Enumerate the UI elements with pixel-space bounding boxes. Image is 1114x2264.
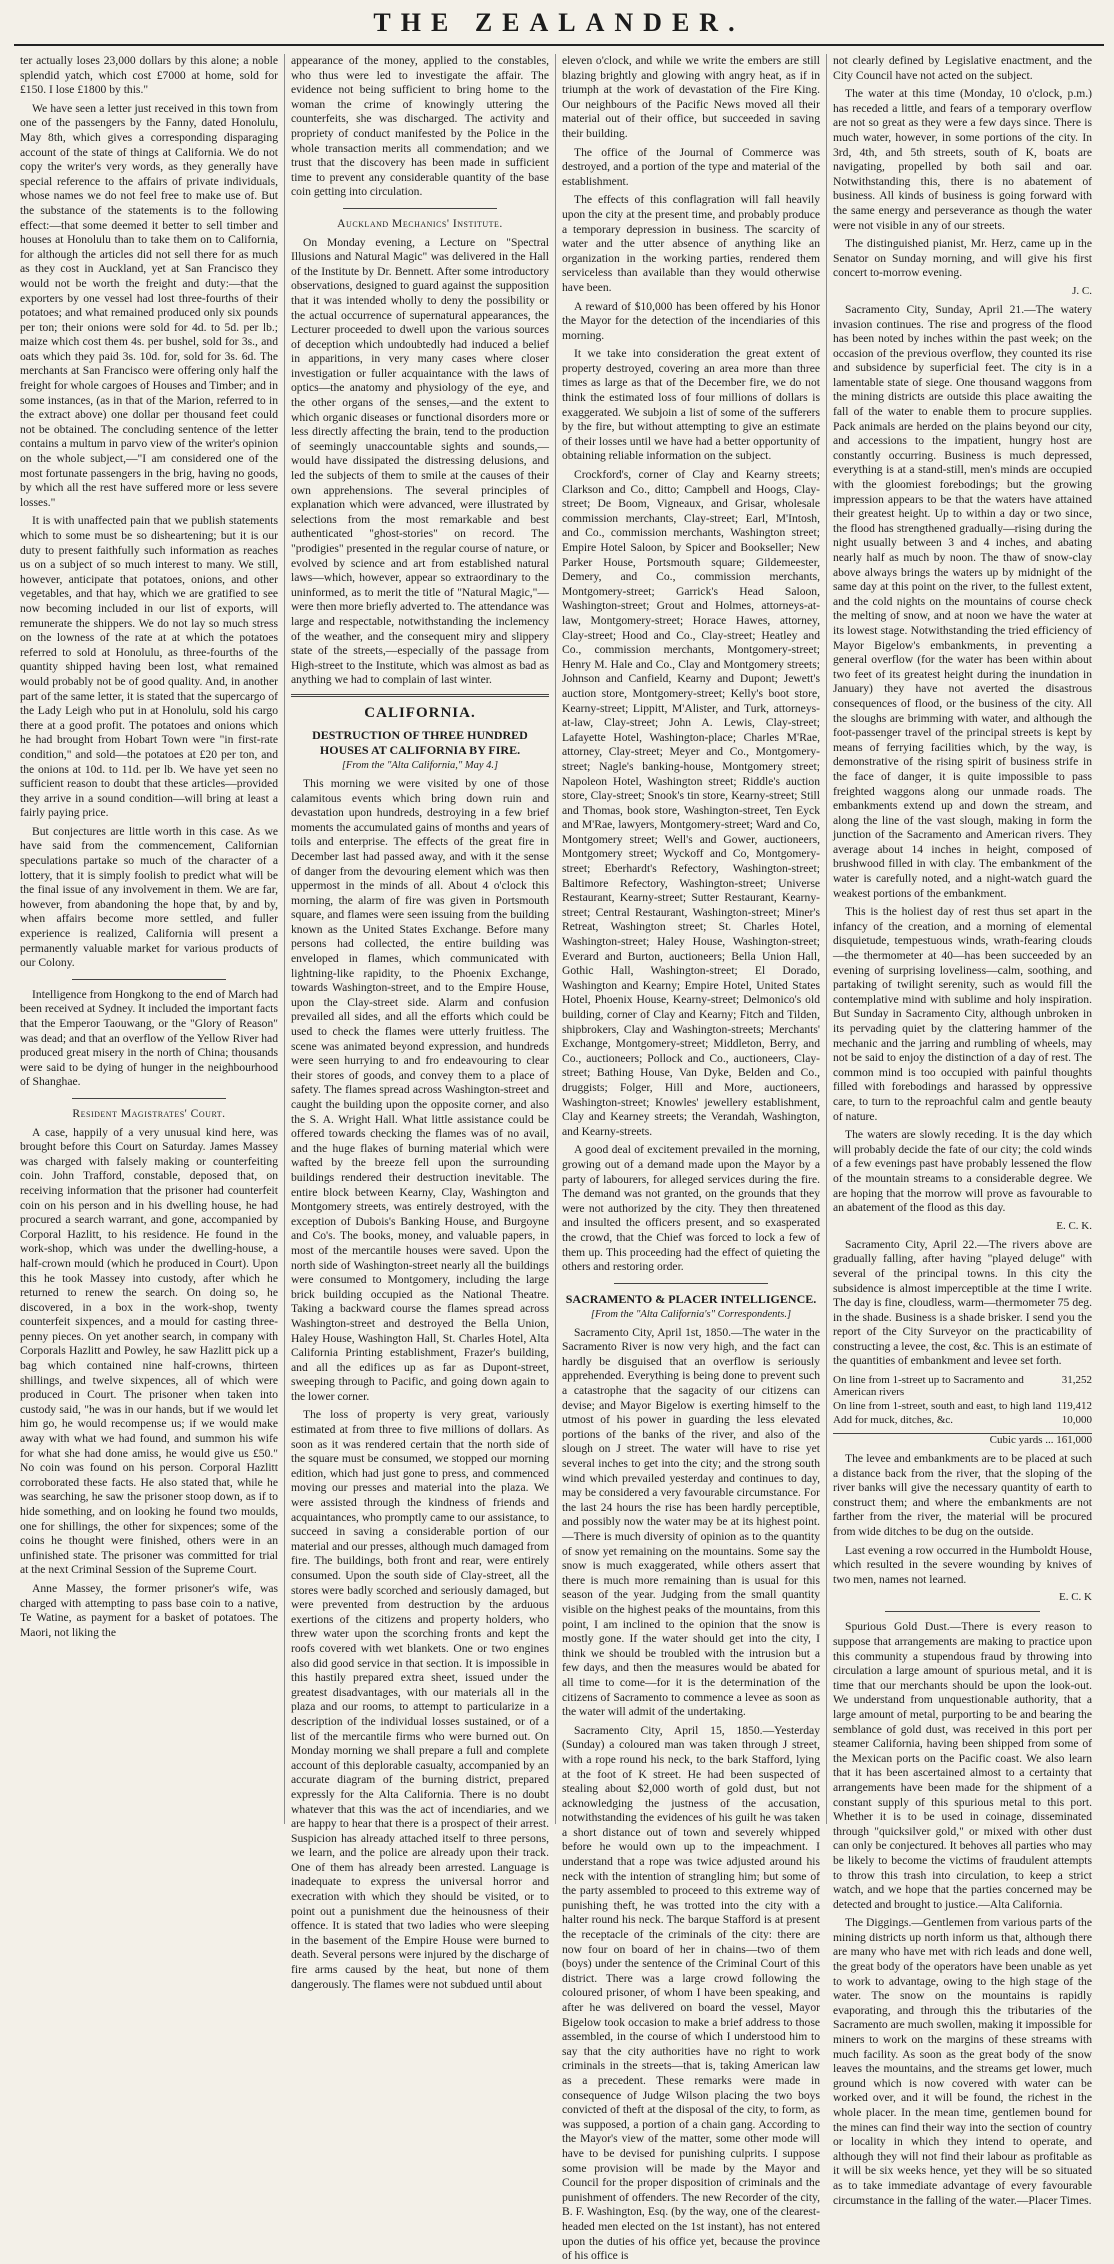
table-cell-value: 119,412 bbox=[1056, 1400, 1092, 1413]
column-1 bbox=[14, 54, 285, 1824]
article-paragraph: not clearly defined by Legislative enactment, and the City Council have not acted on the subject. bbox=[833, 54, 1092, 82]
divider bbox=[291, 694, 549, 697]
signature: J. C. bbox=[1072, 284, 1092, 297]
article-paragraph: Crockford's, corner of Clay and Kearny streets; Clarkson and Co., ditto; Campbell and Hoogs, Clay-street; De Boom, Vigneaux, and Grisar, wholesale commission merchants, Clay-street; Earl, M'Intosh, and Co., commission merchants, Washington street; Empire Hotel Saloon, by Spicer and Bookseller; New Parker House, Portsmouth square; Gildemeester, Demery, and Co., commission merchants, Montgomery-street; Garrick's Head Saloon, Washington-street; Grout and Holmes, attorneys-at-law, Montgomery-street; Horace Hawes, attorney, Clay-street; Hood and Co., Clay-street; Heatley and Co., commission merchants, Montgomery-street; Henry M. Hale and Co., Clay and Montgomery streets; Johnson and Canfield, Kearny and Dupont; Jewett's auction store, Montgomery-street; Kelly's boot store, Kearny-street; Lippitt, M'Alister, and Turk, attorneys-at-law, Clay-street; John A. Lewis, Clay-street; Lafayette Hotel, Washington-place; Charles M'Rae, attorney, Clay-street; Meyer and Co., Montgomery-street; Nagle's banking-house, Montgomery street; Napoleon Hotel, Washington street; Riddle's auction store, Clay-street; Snook's tin store, Kearny-street; Still and Thomas, book store, Washington-street, Ten Eyck and M'Rae, lawyers, Montgomery-street; Ward and Co, Montgomery street; Well's and Gower, auctioneers, Montgomery street; Wyckoff and Co, Montgomery-street; Eberhardt's Refectory, Washington-street; Baltimore Refectory, Washington-street; Universe Restaurant, Kearny-street; Sutter Restaurant, Kearny-street; Central Restaurant, Washington-street; Miner's Retreat, Washington street; St. Charles Hotel, Washington-street; Haley House, Washington-street; Everard and Burton, auctioneers; Bella Union Hall, Gothic Hall, Washington-street; El Dorado, Washington and Kearny; Empire Hotel, United States Hotel, Phoenix House, Kearny-street; Delmonico's old building, corner of Clay and Kearny; Fitch and Tilden, shipbrokers, Clay and Washington-streets; Merchants' Exchange, Montgomery-street; Middleton, Berry, and Co., auctioneers; Pollock and Co., auctioneers, Clay-street; Bathing House, Van Dyke, Belden and Co., druggists; Folger, Hill and More, auctioneers, Washington-street; Knowles' jewellery establishment, Clay and Kearney streets; the Verandah, Washington, and Kearny-streets. bbox=[562, 468, 820, 1138]
divider bbox=[343, 208, 498, 209]
table-total: Cubic yards ... 161,000 bbox=[833, 1433, 1092, 1446]
article-source: [From the "Alta California," May 4.] bbox=[341, 759, 499, 771]
section-heading-court: Resident Magistrates' Court. bbox=[72, 1106, 226, 1120]
article-paragraph: We have seen a letter just received in this town from one of the passengers by the Fanny, dated Honolulu, May 8th, which gives a corresponding disparaging account of the state of things at California. We do not copy the writer's very words, as they generally have special reference to the affairs of private individuals, whose names we do not feel free to make use of. But the substance of the statements is to the following effect:—that some deemed it better to sell timber and houses at Honolulu than to take them on to California, for although the articles did not sell there for as much as they cost in Auckland, yet at San Francisco they would not be worth the freight and duty:—that the exporters by one vessel had lost three-fourths of their potatoes; and what remained produced only six pounds per ton; their onions were sold for 4d. to 5d. per lb.; maize which cost them 4s. per bushel, sold for 3s., and oats which they paid 3s. 10d. for, sold for 3s. 6d. The merchants at San Francisco were offering only half the freight for whole cargoes of Houses and Timber; and in some instances, (as in that of the Marion, referred to in the extract above) one dollar per thousand feet could not be obtained. The concluding sentence of the letter contains a multum in parvo view of the writer's opinion on the whole subject,—"I am considered one of the most fortunate passengers in the brig, having no goods, by which all the rest have suffered more or less severe losses." bbox=[20, 101, 278, 509]
table-cell-label: Add for muck, ditches, &c. bbox=[833, 1414, 954, 1427]
article-paragraph: eleven o'clock, and while we write the embers are still blazing brightly and glowing with angry heat, as if in triumph at the work of devastation of the Fire King. Our neighbours of the Pacific News moved all their material out of their office, but succeeded in saving their building. bbox=[562, 54, 820, 140]
article-paragraph: This morning we were visited by one of those calamitous events which bring down ruin and devastation upon hundreds, destroying in a few brief moments the accumulated gains of months and years of toils and enterprise. The effects of the great fire in December last had passed away, and with it the sense of danger from the devouring element which was then uppermost in the minds of all. About 4 o'clock this morning, the alarm of fire was given in Portsmouth square, and flames were seen issuing from the building known as the United States Exchange. Before many persons had collected, the entire building was enveloped in flames, which communicated with lightning-like rapidity, to the Phoenix Exchange, towards Washington-street, and to the Empire House, upon the Clay-street side. Alarm and confusion prevailed all sides, and all the efforts which could be used to check the flames were utterly fruitless. The scene was animated beyond expression, and hundreds were seen hurrying to and fro endeavouring to clear their stores of goods, and convey them to a place of safety. The flames spread across Washington-street and caught the building upon the opposite corner, and also the S. A. Wright Hall. What little assistance could be offered towards checking the flames was of no avail, and the huge flakes of burning material which were wafted by the breeze fell upon the surrounding buildings rendered their destruction inevitable. The entire block between Kearny, Clay, Washington and Montgomery streets, was entirely destroyed, with the exception of Dubois's Banking House, and Burgoyne and Co's. The books, money, and valuable papers, in most of the mercantile houses were saved. Upon the north side of Washington-street nearly all the buildings were consumed to Montgomery, including the large brick building occupied as the National Theatre. Taking a backward course the flames spread across Washington-street and destroyed the Bella Union, Haley House, Washington Hall, St. Charles Hotel, Alta California Printing establishment, Frazer's building, and all the edifices up as far as Dupont-street, sweeping through to Pacific, and going down again to the lower corner. bbox=[291, 776, 549, 1403]
article-paragraph: This is the holiest day of rest thus set apart in the infancy of the creation, and a morning of elemental disquietude, tempestuous winds, wrath-fearing clouds—the thermometer at 40—has been succeeded by an evening of surprising loveliness—calm, soothing, and partaking of twilight serenity, such as would fill the contemplative mind with sublime and holy inspiration. But Sunday in Sacramento City, although unbroken in its pervading quiet by the clattering hammer of the mechanic and the jarring and rumbling of wheels, may not be said to enjoy the distinction of a day of rest. The common mind is too occupied with painful thoughts filled with forebodings and harassed by oppressive care, to turn to the reproachful calm and gentle beauty of nature. bbox=[833, 905, 1092, 1123]
divider bbox=[72, 1098, 227, 1099]
article-paragraph: The waters are slowly receding. It is the day which will probably decide the fate of our city; the cold winds of a few evenings past have probably lessened the flow of the mountain streams to a considerable degree. We are hoping that the morrow will prove as favourable to an abatement of the flood as this day. bbox=[833, 1128, 1092, 1215]
article-paragraph: It is with unaffected pain that we publish statements which to some must be so disheartening; but it is our duty to present faithfully such information as reaches us on a subject of so much interest to many. We still, however, anticipate that potatoes, onions, and other vegetables, and that hay, which we are gratified to see now becoming included in our list of exports, will remunerate the shippers. We do not lay so much stress on the lowness of the rate at at which the potatoes referred to sold at Honolulu, as three-fourths of the quantity shipped having been lost, what remained would probably not be of good quality. And, in another part of the same letter, it is stated that the supercargo of the Lady Leigh who put in at Honolulu, sold his cargo there at a good profit. The potatoes and onions which he had brought from Hobart Town were "in first-rate condition," and sold—the potatoes at £20 per ton, and the onions at 10d. to 11d. per lb. We have yet seen no sufficient reason to doubt that these articles—provided they arrive in a sound condition—will bring at least a fairly paying price. bbox=[20, 514, 278, 820]
article-headline-fire: DESTRUCTION OF THREE HUNDRED HOUSES AT CALIFORNIA BY FIRE. bbox=[312, 727, 528, 757]
table-row bbox=[833, 1399, 1092, 1413]
article-source: [From the "Alta California's" Correspondents.] bbox=[590, 1308, 792, 1320]
article-paragraph: Sacramento City, April 22.—The rivers above are gradually falling, after having "played deluge" with several of the principal towns. In this city the subsidence is almost imperceptible at the time I write. The day is fine, cloudless, warm—thermometer 75 deg. in the shade. Business is a shade brisker. I send you the report of the City Surveyor on the practicability of constructing a levee, the cost, &c. This is an estimate of the quantities of embankment and levee set forth. bbox=[833, 1237, 1092, 1368]
article-paragraph: The Diggings.—Gentlemen from various parts of the mining districts up north inform us that, although there are many who have met with rich leads and done well, the great body of the operators have been unable as yet to work to advantage, owing to the high stage of the water. The snow on the mountains is rapidly evaporating, and through this the tributaries of the Sacramento are much swollen, making it impossible for miners to work on the margins of these streams with much facility. As soon as the great body of the snow leaves the mountains, and the streams get lower, much ground which is now covered with water can be worked over, and it will be found, the richest in the whole placer. In the mean time, gentlemen bound for the mines can find their way into the section of country or locality in which they intend to operate, and although they will not find their labour as profitable as it will be six weeks hence, yet they will be so situated as to take immediate advantage of every favourable circumstance in the falling of the water.—Placer Times. bbox=[833, 1916, 1092, 2207]
masthead: THE ZEALANDER. bbox=[14, 8, 1104, 46]
article-paragraph: The office of the Journal of Commerce was destroyed, and a portion of the type and material of the establishment. bbox=[562, 145, 820, 188]
article-paragraph: Intelligence from Hongkong to the end of March had been received at Sydney. It included the important facts that the Emperor Taouwang, or the "Glory of Reason" was dead; and that an overflow of the Yellow River had produced great misery in the north of China; thousands were said to be dying of hunger in the neighbourhood of Shanghae. bbox=[20, 987, 278, 1089]
article-paragraph: But conjectures are little worth in this case. As we have said from the commencement, Californian speculations partake so much of the character of a lottery, that it is simply foolish to predict what will be the final issue of any involvement in them. We are far, however, from abandoning the hope that, by and by, when affairs become more settled, and fuller experience is realized, California will present a permanently valuable market for various products of our Colony. bbox=[20, 824, 278, 970]
signature: E. C. K. bbox=[1056, 1219, 1092, 1232]
article-paragraph: Sacramento City, April 15, 1850.—Yesterday (Sunday) a coloured man was taken through J street, with a rope round his neck, to the bark Stafford, lying at the foot of K street. He had been suspected of stealing about $2,000 worth of gold dust, but not acknowledging the justness of the accusation, notwithstanding the evidences of his guilt he was taken a short distance out of town and severely whipped before he would own up to the impeachment. I understand that a rope was twice adjusted around his neck with the intention of strangling him; but some of the party assembled to proceed to this extreme way of punishing theft, he was trotted into the city with a halter round his neck. The barque Stafford is at present the receptacle of the criminals of the city: there are now four on board of her in chains—two of them (boys) under the sentence of the Criminal Court of this district. There was a large crowd following the coloured prisoner, of whom I have been speaking, and after he was delivered on board the vessel, Mayor Bigelow took occasion to make a brief address to those assembled, in the course of which I understood him to say that the city authorities have no right to work criminals in the streets—that is, taking American law as a precedent. These remarks were made in consequence of Judge Wilson placing the two boys convicted of theft at the disposal of the city, to form, as was supposed, a portion of a chain gang. According to the Mayor's view of the matter, some other mode will have to be devised for punishing culprits. I suppose some provision will be made by the Mayor and Council for the proper disposition of criminals and the punishment of offenders. The new Recorder of the city, B. F. Washington, Esq. (by the way, one of the clearest-headed men elected on the 1st instant), has not entered upon the duties of his office yet, because the province of his office is bbox=[562, 1723, 820, 2263]
article-paragraph: On Monday evening, a Lecture on "Spectral Illusions and Natural Magic" was delivered in the Hall of the Institute by Dr. Bennett. After some introductory observations, designed to guard against the supposition that it was intended wholly to deny the possibility or the actual occurrence of supernatural appearances, the Lecturer proceeded to dwell upon the various sources of deception which undoubtedly had induced a belief in apparitions, in very many cases where closer investigation or fuller acquaintance with the laws of optics—the anatomy and physiology of the eye, and the other organs of the senses,—and the extent to which organic diseases or functional disorders more or less directly affecting the brain, tend to the production of seemingly unaccountable sights and sounds,—would have dissipated the distressing delusions, and led the subjects of them to smile at the causes of their own apprehensions. The several principles of explanation which were advanced, were illustrated by selections from the most remarkable and best authenticated "ghost-stories" on record. The "prodigies" presented in the regular course of nature, or evolved by science and art from established natural laws—which, however, appear so extraordinary to the uninformed, as to merit the title of "Natural Magic,"—were then more briefly adverted to. The attendance was large and respectable, notwithstanding the inclemency of the weather, and the consequent miry and slippery state of the streets,—especially of the passage from High-street to the Institute, which was almost as bad as anything we had to complain of last winter. bbox=[291, 235, 549, 687]
article-paragraph: A reward of $10,000 has been offered by his Honor the Mayor for the detection of the incendiaries of this morning. bbox=[562, 299, 820, 342]
table-cell-label: On line from 1-street, south and east, to high land bbox=[833, 1400, 1052, 1413]
divider bbox=[885, 1611, 1040, 1612]
column-4 bbox=[827, 54, 1098, 2207]
article-paragraph: Anne Massey, the former prisoner's wife, was charged with attempting to pass base coin to a native, Te Watine, as payment for a basket of potatoes. The Maori, not liking the bbox=[20, 1581, 278, 1639]
article-paragraph: appearance of the money, applied to the constables, who thus were led to investigate the affair. The evidence not being sufficient to bring home to the woman the crime of knowingly uttering the counterfeits, she was discharged. The activity and propriety of conduct manifested by the Police in the whole transaction merits all commendation; and we trust that the discovery has been made in sufficient time to prevent any considerable quantity of the base coin getting into circulation. bbox=[291, 54, 549, 199]
table-cell-value: 10,000 bbox=[1061, 1414, 1092, 1427]
article-paragraph: A case, happily of a very unusual kind here, was brought before this Court on Saturday. James Massey was charged with falsely making or counterfeiting coin. John Trafford, constable, deposed that, on receiving information that the prisoner had counterfeit coin on his person and in his dwelling house, he had procured a search warrant, and gone, accompanied by Corporal Hazlitt, to his residence. He found in the work-shop, which was under the dwelling-house, a half-crown mould (which he produced in Court). Upon this he took Massey into custody, after which he returned to renew the search. On doing so, he discovered, in a box in the work-shop, twenty counterfeit sixpences, and a mould for casting three-penny pieces. On yet another search, in company with Corporals Hazlitt and Powley, he saw Hazlitt pick up a bag which contained nine half-crowns, thirteen shillings, and twelve sixpences, all of which were produced in Court. The prisoner when taken into custody said, "he was in our hands, but if we would let him go, he would recompense us; if we would make away with what we had found, and summon his wife for what she had done amiss, he would give us £50." No coin was found on his person. Corporal Hazlitt corroborated these facts. He also stated that, while he was searching, he saw the prisoner stoop down, as if to hide something, and on looking he found two moulds, one for shillings, the other for sixpences; some of the coins he thought were finished, others were in an unfinished state. The prisoner was committed for trial at the next Criminal Session of the Supreme Court. bbox=[20, 1125, 278, 1577]
columns bbox=[14, 54, 1104, 2263]
article-paragraph: The distinguished pianist, Mr. Herz, came up in the Senator on Sunday morning, and will give his first concert to-morrow evening. bbox=[833, 237, 1092, 280]
column-3 bbox=[556, 54, 827, 2263]
divider bbox=[72, 979, 227, 980]
signature: E. C. K bbox=[1059, 1591, 1092, 1604]
section-heading-california: CALIFORNIA. bbox=[364, 704, 476, 721]
section-heading-mechanics: Auckland Mechanics' Institute. bbox=[337, 216, 503, 230]
table-cell-label: On line from 1-street up to Sacramento and American rivers bbox=[833, 1374, 1024, 1399]
article-paragraph: The loss of property is very great, variously estimated at from three to five millions of dollars. As soon as it was rendered certain that the north side of the square must be consumed, we stopped our morning edition, which had just gone to press, and commenced moving our presses and material into the plaza. We were assisted through the kindness of friends and acquaintances, who promptly came to our assistance, to succeed in saving a considerable portion of our material and our presses, although much damaged from fire. The buildings, both front and rear, were entirely consumed. Upon the south side of Clay-street, all the stores were badly scorched and seriously damaged, but were prevented from destruction by the arduous exertions of the citizens and property holders, who threw water upon the scorching fronts and kept the roofs covered with wet blankets. One or two engines also did good service in that section. It is impossible in this hastily prepared extra sheet, issued under the greatest disadvantages, with our materials all in the plaza and our rooms, to attempt to particularize in a description of the individual losses sustained, or of a list of the mercantile firms who were burned out. On Monday morning we shall prepare a full and complete account of this deplorable casualty, accompanied by an accurate diagram of the burning district, prepared expressly for the Alta California. There is no doubt whatever that this was the act of incendiaries, and we are happy to hear that there is a prospect of their arrest. Suspicion has already attached itself to three persons, we learn, and the police are already upon their track. One of them has already been arrested. Language is inadequate to express the universal horror and execration with which they should be visited, or to point out a punishment due the heinousness of their offence. It is stated that two ladies who were sleeping in the basement of the Empire House were burned to death. Several persons were injured by the discharge of fire arms caused by the heat, but none of them dangerously. The flames were not subdued until about bbox=[291, 1408, 549, 1991]
article-paragraph: Sacramento City, April 1st, 1850.—The water in the Sacramento River is now very high, and the fact can hardly be disguised that an overflow is seriously apprehended. Everything is being done to prevent such a catastrophe that the sagacity of our citizens can devise; and Mayor Bigelow is exerting himself to the utmost of his power in guarding the less elevated portions of the banks of the river, and also of the slough on J street. The water will have to rise yet several inches to get into the city; and the strong south wind which prevailed yesterday and continues to day, may be considered a very favourable circumstance. For the last 24 hours the rise has been hardly perceptible, and possibly now the water may be at its highest point.—There is much diversity of opinion as to the quantity of snow yet remaining on the mountains. Some say the snow is much exaggerated, while others assert that there is much more remaining than is usual for this season of the year. Judging from the small quantity visible on the highest peaks of the mountains, from this point, I am inclined to the opinion that the snow is mostly gone. If the water should get into the city, I think we should be troubled with the intrusion but a few days, and then the measures would be abated for all time to come—for it is the determination of the citizens of Sacramento to commence a levee as soon as the water will admit of the undertaking. bbox=[562, 1325, 820, 1719]
article-paragraph: It we take into consideration the great extent of property destroyed, covering an area more than three times as large as that of the December fire, we do not think the estimated loss of four millions of dollars is exaggerated. We subjoin a list of some of the sufferers by the fire, but without attempting to give an estimate of their losses until we have had a better opportunity of obtaining reliable information on the subject. bbox=[562, 347, 820, 463]
table-row bbox=[833, 1373, 1092, 1399]
article-paragraph: The water at this time (Monday, 10 o'clock, p.m.) has receded a little, and fears of a temporary overflow are not so great as they were a few days since. There is much water, however, in some portions of the city. In 3rd, 4th, and 5th streets, south of K, boats are navigating, propelled by both sail and oar. Notwithstanding this, there is no abatement of business. All kinds of business is going forward with the same energy and perseverance as though the water were not visible in any of our streets. bbox=[833, 87, 1092, 232]
table-cell-value: 31,252 bbox=[1061, 1374, 1092, 1387]
column-2 bbox=[285, 54, 556, 1991]
article-paragraph: ter actually loses 23,000 dollars by this alone; a noble splendid yatch, which cost £7000 at home, sold for £150. I lose £1800 by this." bbox=[20, 54, 278, 97]
levee-estimate-table bbox=[833, 1373, 1092, 1427]
article-paragraph: Spurious Gold Dust.—There is every reason to suppose that arrangements are making to practice upon this community a stupendous fraud by throwing into circulation a large amount of spurious metal, and it is time that our merchants should be upon the look-out. We understand from unquestionable authority, that a large amount of metal, purporting to be and bearing the semblance of gold dust, was received in this port per steamer California, having been shipped from some of the Mexican ports on the Pacific coast. We also learn that it has been ascertained almost to a certainty that arrangements have been made for the shipment of a constant supply of this spurious metal to this port. Whether it is to be used in coinage, disseminated through "quicksilver gold," or mixed with other dust can only be conjectured. It behoves all parties who may be likely to become the victims of fraudulent attempts to throw this trash into circulation, to keep a strict watch, and we hope that the parties concerned may be detected and brought to justice.—Alta California. bbox=[833, 1620, 1092, 1911]
divider bbox=[614, 1283, 769, 1284]
article-paragraph: Sacramento City, Sunday, April 21.—The watery invasion continues. The rise and progress of the flood has been noted by inches within the past week; on the occasion of the previous overflow, they counted its rise and subsidence by superficial feet. The city is in a lamentable state of siege. One thousand waggons from the mining districts are outside this place awaiting the fall of the water to enable them to procure supplies. Pack animals are herded on the plains beyond our city, and accessions to the impatient, hungry host are constantly occurring. Business is much depressed, everything is at a stand-still, men's minds are occupied with the gloomiest forebodings; but the growing impression appears to be that the waters have attained their greatest height. Up to within a day or two since, the flood has strengthened gradually—rising during the night usually between 3 and 4 inches, and abating nearly half as much by noon. The thaw of snow-clay above always brings the waters up by midnight of the same day at this point on the river, to the fullest extent, and the cold nights on the mountains of course check the melting of snow, and at noon we have the water at its lowest stage. Notwithstanding the tried efficiency of Mayor Bigelow's embankments, in preventing a general overflow (for the water has been within about two feet of its greatest height during the inundation in January) they have not averted the disastrous consequences of flood, or the business of the city. All the sloughs are brimming with water, and although the foot-passenger travel of the principal streets is kept by means of ferrying facilities which, by the way, is demonstrative of the rising spirit of business strife in the face of danger, it is quite impossible to pass freighted waggons along our unmade roads. The embankments extend up and down the stream, and along the line of the vast slough, making in form the junction of the Sacramento and American rivers. They average about 14 inches in height, composed of brushwood filled in with clay. The embankment of the water is carefully noted, and a night-watch guard the weakest portions of the embankment. bbox=[833, 302, 1092, 900]
table-row bbox=[833, 1413, 1092, 1427]
section-heading-sacramento: SACRAMENTO & PLACER INTELLIGENCE. bbox=[565, 1291, 817, 1306]
article-paragraph: A good deal of excitement prevailed in the morning, growing out of a demand made upon the Mayor by a party of labourers, for alleged services during the fire. The demand was not granted, on the grounds that they were not authorized by the city. They then threatened and insulted the officers present, and so exasperated the crowd, that the Chief was forced to lock a few of them up. This proceeding had the effect of quieting the others and restoring order. bbox=[562, 1143, 820, 1274]
article-paragraph: Last evening a row occurred in the Humboldt House, which resulted in the severe wounding by knives of two men, names not learned. bbox=[833, 1543, 1092, 1586]
article-paragraph: The levee and embankments are to be placed at such a distance back from the river, that the sloping of the river banks will give the necessary quantity of earth to construct them; and where the embankments are not farther from the river, the material will be procured from wide ditches to be dug on the outside. bbox=[833, 1452, 1092, 1539]
article-paragraph: The effects of this conflagration will fall heavily upon the city at the present time, and probably produce a temporary depression in business. The scarcity of water and the utter absence of anything like an organization in the working parties, rendered them serviceless than available than they would otherwise have been. bbox=[562, 193, 820, 294]
